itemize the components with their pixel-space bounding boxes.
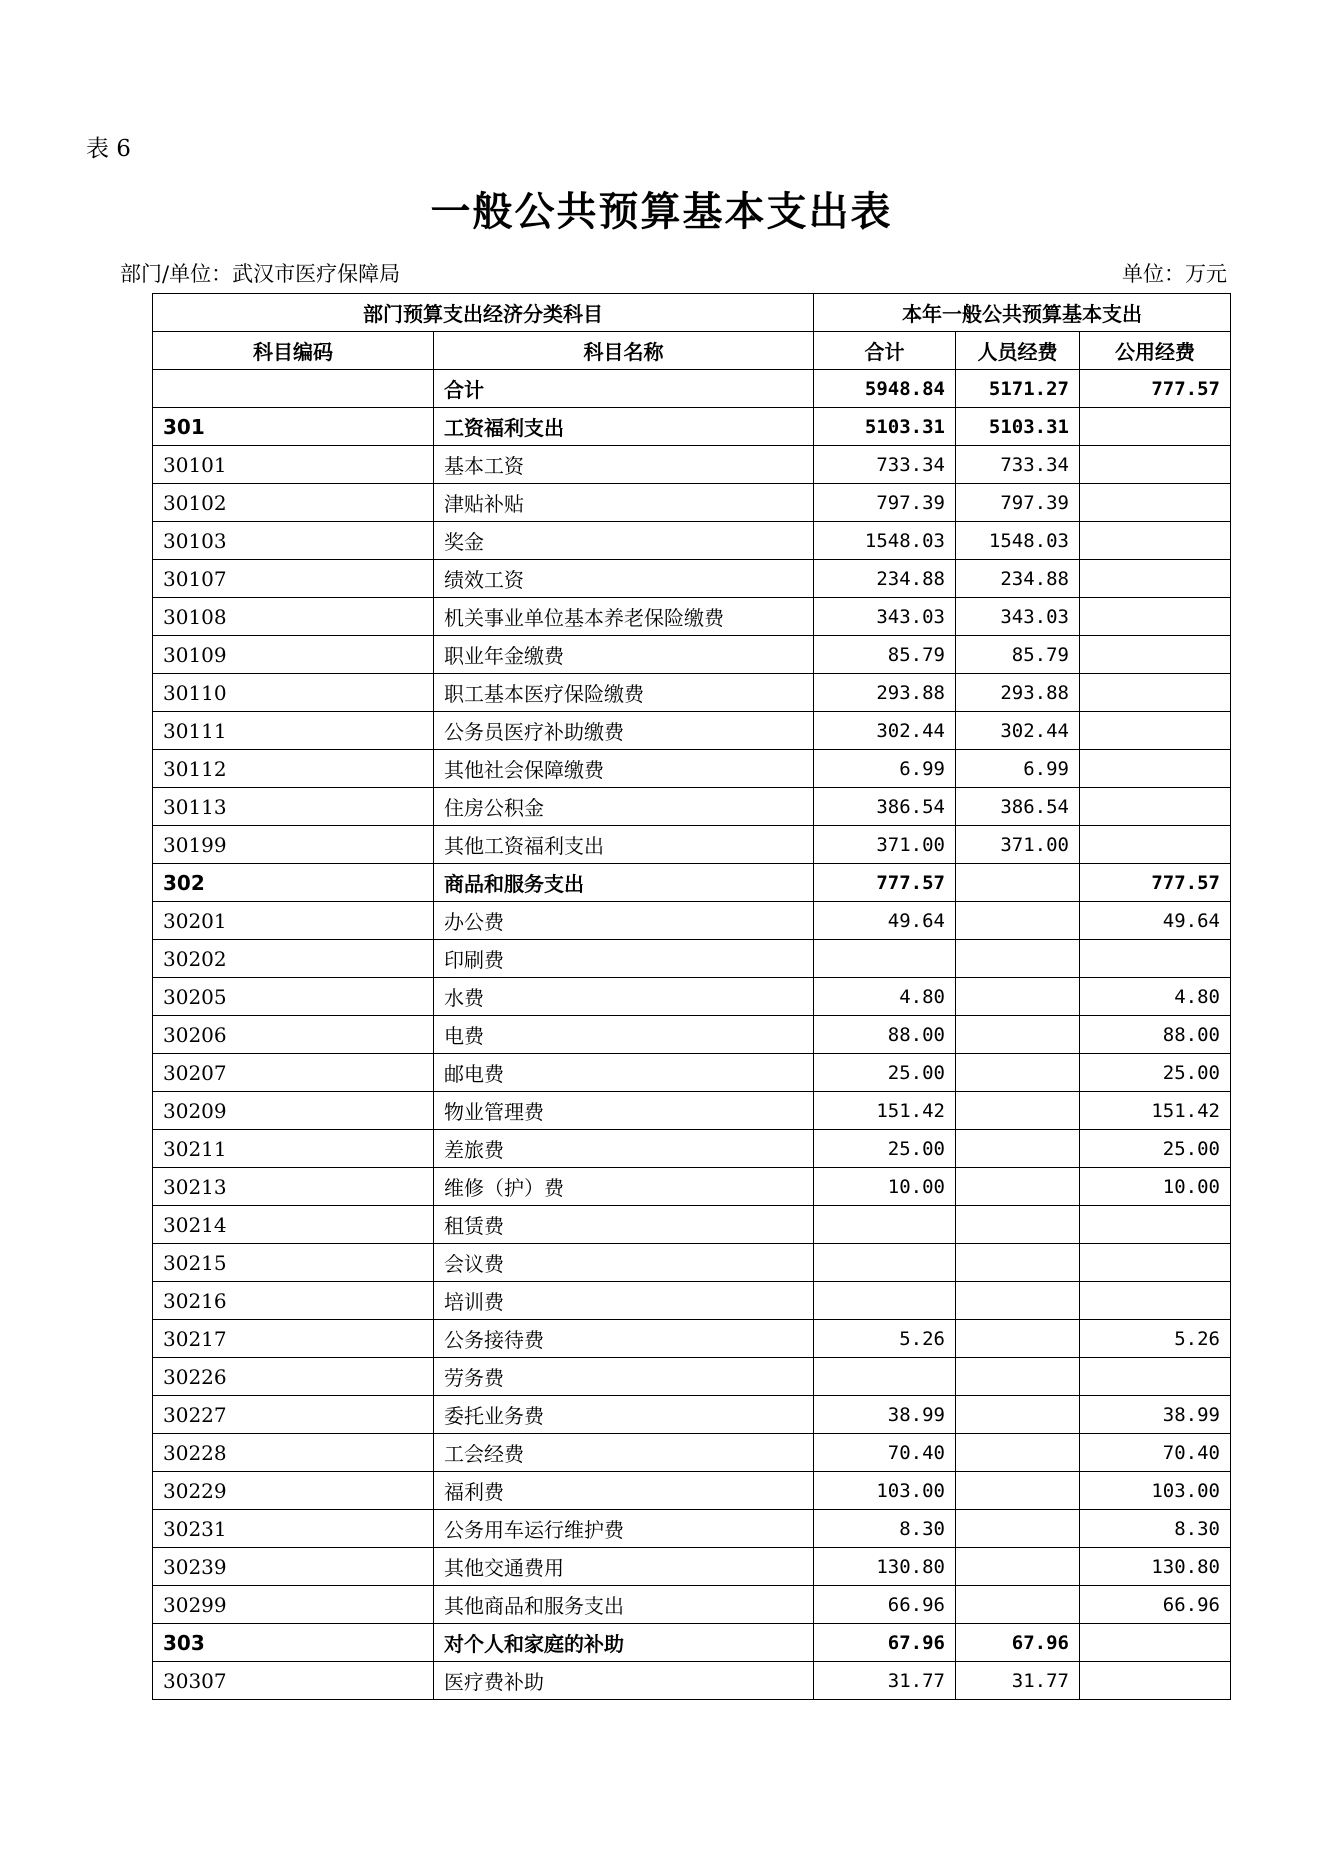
cell-public: 88.00	[1080, 1016, 1231, 1054]
cell-name: 公务接待费	[434, 1320, 814, 1358]
cell-public	[1080, 750, 1231, 788]
cell-personnel: 67.96	[956, 1624, 1080, 1662]
cell-public: 103.00	[1080, 1472, 1231, 1510]
cell-name: 水费	[434, 978, 814, 1016]
cell-public: 4.80	[1080, 978, 1231, 1016]
table-row	[153, 1396, 1231, 1434]
cell-name: 委托业务费	[434, 1396, 814, 1434]
cell-name: 合计	[434, 370, 814, 408]
cell-total: 1548.03	[814, 522, 956, 560]
table-row	[153, 1130, 1231, 1168]
cell-name: 商品和服务支出	[434, 864, 814, 902]
cell-total: 5948.84	[814, 370, 956, 408]
cell-code: 30111	[153, 712, 434, 750]
group-header-classification: 部门预算支出经济分类科目	[153, 294, 814, 332]
cell-total: 70.40	[814, 1434, 956, 1472]
cell-code: 301	[153, 408, 434, 446]
page-title: 一般公共预算基本支出表	[430, 188, 893, 235]
cell-name: 其他社会保障缴费	[434, 750, 814, 788]
cell-public	[1080, 940, 1231, 978]
cell-code: 30205	[153, 978, 434, 1016]
cell-personnel	[956, 1396, 1080, 1434]
cell-code: 30216	[153, 1282, 434, 1320]
cell-public	[1080, 826, 1231, 864]
cell-total: 371.00	[814, 826, 956, 864]
cell-name: 会议费	[434, 1244, 814, 1282]
cell-code: 30113	[153, 788, 434, 826]
table-row	[153, 598, 1231, 636]
cell-public	[1080, 636, 1231, 674]
cell-personnel	[956, 1168, 1080, 1206]
table-row	[153, 1624, 1231, 1662]
cell-personnel	[956, 1586, 1080, 1624]
cell-name: 职业年金缴费	[434, 636, 814, 674]
cell-personnel	[956, 1054, 1080, 1092]
cell-code: 30299	[153, 1586, 434, 1624]
cell-total: 130.80	[814, 1548, 956, 1586]
cell-name: 基本工资	[434, 446, 814, 484]
cell-public: 5.26	[1080, 1320, 1231, 1358]
cell-personnel: 5171.27	[956, 370, 1080, 408]
cell-public	[1080, 674, 1231, 712]
table-row	[153, 1244, 1231, 1282]
table-row	[153, 1434, 1231, 1472]
cell-total: 25.00	[814, 1054, 956, 1092]
column-header-code: 科目编码	[153, 332, 434, 370]
cell-code: 30101	[153, 446, 434, 484]
cell-public	[1080, 1206, 1231, 1244]
table-row	[153, 1472, 1231, 1510]
cell-code: 30231	[153, 1510, 434, 1548]
cell-total: 234.88	[814, 560, 956, 598]
table-row	[153, 788, 1231, 826]
cell-code: 30215	[153, 1244, 434, 1282]
cell-total: 5.26	[814, 1320, 956, 1358]
cell-total: 293.88	[814, 674, 956, 712]
cell-code: 302	[153, 864, 434, 902]
table-row	[153, 1168, 1231, 1206]
cell-total: 85.79	[814, 636, 956, 674]
cell-total: 103.00	[814, 1472, 956, 1510]
cell-public: 8.30	[1080, 1510, 1231, 1548]
cell-code: 30102	[153, 484, 434, 522]
cell-code: 30213	[153, 1168, 434, 1206]
cell-public: 130.80	[1080, 1548, 1231, 1586]
cell-name: 劳务费	[434, 1358, 814, 1396]
cell-name: 租赁费	[434, 1206, 814, 1244]
cell-code: 30206	[153, 1016, 434, 1054]
cell-total: 66.96	[814, 1586, 956, 1624]
cell-public	[1080, 1244, 1231, 1282]
table-body	[153, 370, 1231, 1700]
cell-name: 奖金	[434, 522, 814, 560]
table-row	[153, 1662, 1231, 1700]
cell-public	[1080, 408, 1231, 446]
cell-code: 30107	[153, 560, 434, 598]
table-row	[153, 522, 1231, 560]
table-row	[153, 978, 1231, 1016]
cell-total	[814, 940, 956, 978]
cell-personnel	[956, 940, 1080, 978]
cell-personnel: 343.03	[956, 598, 1080, 636]
table-row	[153, 370, 1231, 408]
cell-code: 30103	[153, 522, 434, 560]
cell-code: 30226	[153, 1358, 434, 1396]
cell-personnel	[956, 1434, 1080, 1472]
cell-code: 30307	[153, 1662, 434, 1700]
cell-code: 30211	[153, 1130, 434, 1168]
cell-name: 培训费	[434, 1282, 814, 1320]
cell-public	[1080, 712, 1231, 750]
cell-public: 38.99	[1080, 1396, 1231, 1434]
cell-personnel	[956, 1320, 1080, 1358]
cell-personnel: 293.88	[956, 674, 1080, 712]
table-row	[153, 1358, 1231, 1396]
cell-name: 绩效工资	[434, 560, 814, 598]
group-header-expenditure: 本年一般公共预算基本支出	[814, 294, 1231, 332]
cell-total: 733.34	[814, 446, 956, 484]
column-header-total: 合计	[814, 332, 956, 370]
cell-public	[1080, 446, 1231, 484]
cell-personnel	[956, 864, 1080, 902]
cell-personnel	[956, 1282, 1080, 1320]
cell-personnel: 386.54	[956, 788, 1080, 826]
table-row	[153, 902, 1231, 940]
cell-total: 151.42	[814, 1092, 956, 1130]
cell-name: 医疗费补助	[434, 1662, 814, 1700]
cell-code: 30110	[153, 674, 434, 712]
cell-personnel: 1548.03	[956, 522, 1080, 560]
cell-total	[814, 1206, 956, 1244]
table-row	[153, 446, 1231, 484]
table-row	[153, 712, 1231, 750]
table-row	[153, 1054, 1231, 1092]
cell-name: 其他交通费用	[434, 1548, 814, 1586]
cell-name: 其他商品和服务支出	[434, 1586, 814, 1624]
cell-total: 49.64	[814, 902, 956, 940]
cell-name: 维修（护）费	[434, 1168, 814, 1206]
table-row	[153, 1586, 1231, 1624]
cell-name: 差旅费	[434, 1130, 814, 1168]
cell-total: 5103.31	[814, 408, 956, 446]
cell-personnel	[956, 1206, 1080, 1244]
cell-code: 30209	[153, 1092, 434, 1130]
table-row	[153, 750, 1231, 788]
column-header-name: 科目名称	[434, 332, 814, 370]
cell-total: 31.77	[814, 1662, 956, 1700]
table-group-header-row	[153, 294, 1231, 332]
department-label: 部门/单位：武汉市医疗保障局	[120, 262, 401, 286]
cell-total: 38.99	[814, 1396, 956, 1434]
cell-personnel	[956, 1130, 1080, 1168]
cell-personnel	[956, 1548, 1080, 1586]
cell-name: 对个人和家庭的补助	[434, 1624, 814, 1662]
cell-personnel: 371.00	[956, 826, 1080, 864]
cell-personnel: 31.77	[956, 1662, 1080, 1700]
cell-public: 25.00	[1080, 1130, 1231, 1168]
cell-total	[814, 1244, 956, 1282]
cell-personnel	[956, 1092, 1080, 1130]
table-row	[153, 864, 1231, 902]
table-row	[153, 1510, 1231, 1548]
cell-total: 8.30	[814, 1510, 956, 1548]
cell-code: 30202	[153, 940, 434, 978]
table-row	[153, 1016, 1231, 1054]
cell-code: 30109	[153, 636, 434, 674]
cell-public: 777.57	[1080, 864, 1231, 902]
cell-code: 30199	[153, 826, 434, 864]
table-column-header-row	[153, 332, 1231, 370]
table-row	[153, 940, 1231, 978]
cell-name: 工会经费	[434, 1434, 814, 1472]
table-row	[153, 1206, 1231, 1244]
cell-code	[153, 370, 434, 408]
cell-public: 66.96	[1080, 1586, 1231, 1624]
cell-total: 386.54	[814, 788, 956, 826]
cell-personnel	[956, 978, 1080, 1016]
cell-total: 10.00	[814, 1168, 956, 1206]
table-row	[153, 484, 1231, 522]
cell-name: 办公费	[434, 902, 814, 940]
cell-name: 职工基本医疗保险缴费	[434, 674, 814, 712]
budget-table	[152, 293, 1231, 1700]
cell-personnel: 5103.31	[956, 408, 1080, 446]
cell-personnel	[956, 1244, 1080, 1282]
cell-public	[1080, 484, 1231, 522]
cell-total: 302.44	[814, 712, 956, 750]
table-row	[153, 408, 1231, 446]
cell-personnel: 302.44	[956, 712, 1080, 750]
cell-public: 10.00	[1080, 1168, 1231, 1206]
cell-code: 30239	[153, 1548, 434, 1586]
cell-name: 公务员医疗补助缴费	[434, 712, 814, 750]
cell-total: 343.03	[814, 598, 956, 636]
table-row	[153, 674, 1231, 712]
cell-name: 物业管理费	[434, 1092, 814, 1130]
cell-name: 福利费	[434, 1472, 814, 1510]
cell-total	[814, 1358, 956, 1396]
table-row	[153, 1548, 1231, 1586]
table-row	[153, 560, 1231, 598]
cell-total: 4.80	[814, 978, 956, 1016]
cell-name: 印刷费	[434, 940, 814, 978]
cell-personnel	[956, 1472, 1080, 1510]
table-number-label: 表 6	[86, 136, 131, 162]
cell-personnel	[956, 1358, 1080, 1396]
cell-public	[1080, 598, 1231, 636]
cell-code: 30227	[153, 1396, 434, 1434]
cell-code: 30201	[153, 902, 434, 940]
cell-public: 777.57	[1080, 370, 1231, 408]
cell-personnel	[956, 902, 1080, 940]
cell-public	[1080, 788, 1231, 826]
cell-public	[1080, 560, 1231, 598]
cell-public: 151.42	[1080, 1092, 1231, 1130]
cell-code: 30228	[153, 1434, 434, 1472]
cell-personnel	[956, 1016, 1080, 1054]
table-row	[153, 636, 1231, 674]
table-row	[153, 1320, 1231, 1358]
cell-name: 其他工资福利支出	[434, 826, 814, 864]
cell-public: 70.40	[1080, 1434, 1231, 1472]
cell-public	[1080, 1282, 1231, 1320]
table-row	[153, 826, 1231, 864]
cell-name: 住房公积金	[434, 788, 814, 826]
cell-name: 邮电费	[434, 1054, 814, 1092]
cell-code: 30217	[153, 1320, 434, 1358]
table-row	[153, 1092, 1231, 1130]
cell-name: 电费	[434, 1016, 814, 1054]
cell-public	[1080, 1358, 1231, 1396]
cell-total: 88.00	[814, 1016, 956, 1054]
cell-public: 25.00	[1080, 1054, 1231, 1092]
cell-public	[1080, 1662, 1231, 1700]
cell-code: 30207	[153, 1054, 434, 1092]
cell-personnel: 797.39	[956, 484, 1080, 522]
cell-name: 工资福利支出	[434, 408, 814, 446]
cell-personnel: 6.99	[956, 750, 1080, 788]
cell-total: 777.57	[814, 864, 956, 902]
cell-total: 25.00	[814, 1130, 956, 1168]
cell-total: 6.99	[814, 750, 956, 788]
cell-total: 67.96	[814, 1624, 956, 1662]
cell-personnel: 733.34	[956, 446, 1080, 484]
cell-personnel	[956, 1510, 1080, 1548]
cell-public: 49.64	[1080, 902, 1231, 940]
cell-name: 机关事业单位基本养老保险缴费	[434, 598, 814, 636]
cell-code: 303	[153, 1624, 434, 1662]
cell-code: 30108	[153, 598, 434, 636]
table-row	[153, 1282, 1231, 1320]
cell-public	[1080, 522, 1231, 560]
cell-code: 30214	[153, 1206, 434, 1244]
cell-total	[814, 1282, 956, 1320]
cell-public	[1080, 1624, 1231, 1662]
cell-total: 797.39	[814, 484, 956, 522]
cell-code: 30112	[153, 750, 434, 788]
column-header-personnel: 人员经费	[956, 332, 1080, 370]
cell-name: 津贴补贴	[434, 484, 814, 522]
cell-personnel: 85.79	[956, 636, 1080, 674]
unit-label: 单位：万元	[1122, 262, 1227, 286]
cell-name: 公务用车运行维护费	[434, 1510, 814, 1548]
cell-code: 30229	[153, 1472, 434, 1510]
cell-personnel: 234.88	[956, 560, 1080, 598]
column-header-public: 公用经费	[1080, 332, 1231, 370]
